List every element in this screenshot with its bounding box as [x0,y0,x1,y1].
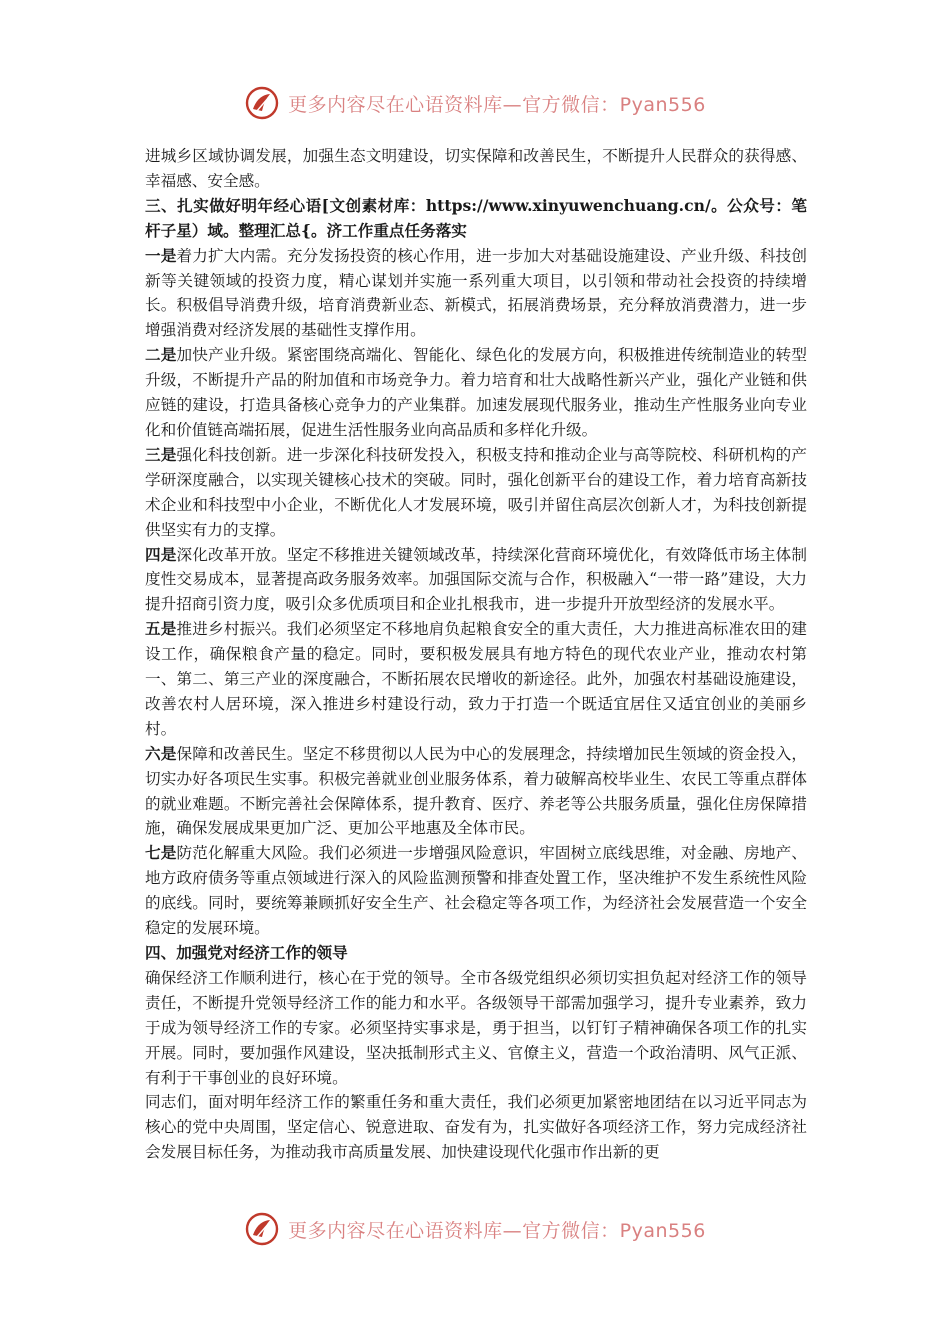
paragraph [145,742,807,842]
heading-text: 三、扎实做好明年经心语[文创素材库：https://www.xinyuwenchuang.cn/。公众号：笔杆子星）域。整理汇总{。济工作重点任务落实 [145,195,807,240]
section-heading [145,194,807,244]
paragraph-text: 强化科技创新。进一步深化科技研发投入，积极支持和推动企业与高等院校、科研机构的产学研深度融合，以实现关键核心技术的突破。同时，强化创新平台的建设工作，着力培育高新技术企业和科技型中小企业，不断优化人才发展环境，吸引并留住高层次创新人才，为科技创新提供坚实有力的支撑。 [145,445,807,539]
header-banner [0,83,950,123]
paragraph [145,443,807,543]
paragraph [145,144,807,194]
section-heading [145,941,807,966]
paragraph-lead: 一是 [145,245,177,265]
paragraph [145,244,807,344]
banner-text: 更多内容尽在心语资料库—官方微信：Pyan556 [288,93,706,116]
paragraph-text: 确保经济工作顺利进行，核心在于党的领导。全市各级党组织必须切实担负起对经济工作的领导责任，不断提升党领导经济工作的能力和水平。各级领导干部需加强学习，提升专业素养，致力于成为领导经济工作的专家。必须坚持实事求是，勇于担当，以钉钉子精神确保各项工作的扎实开展。同时，要加强作风建设，坚决抵制形式主义、官僚主义，营造一个政治清明、风气正派、有利于干事创业的良好环境。 [145,968,807,1087]
banner-text: 更多内容尽在心语资料库—官方微信：Pyan556 [288,1219,706,1242]
paragraph [145,966,807,1091]
paragraph [145,841,807,941]
paragraph-text: 推进乡村振兴。我们必须坚定不移地肩负起粮食安全的重大责任，大力推进高标准农田的建设工作，确保粮食产量的稳定。同时，要积极发展具有地方特色的现代农业产业，推动农村第一、第二、第三产业的深度融合，不断拓展农民增收的新途径。此外，加强农村基础设施建设，改善农村人居环境，深入推进乡村建设行动，致力于打造一个既适宜居住又适宜创业的美丽乡村。 [145,620,807,738]
paragraph-text: 加快产业升级。紧密围绕高端化、智能化、绿色化的发展方向，积极推进传统制造业的转型升级，不断提升产品的附加值和市场竞争力。着力培育和壮大战略性新兴产业，强化产业链和供应链的建设，打造具备核心竞争力的产业集群。加速发展现代服务业，推动生产性服务业向专业化和价值链高端拓展，促进生活性服务业向高品质和多样化升级。 [145,346,807,439]
paragraph-lead: 五是 [145,619,177,639]
paragraph [145,543,807,618]
paragraph-text: 深化改革开放。坚定不移推进关键领域改革，持续深化营商环境优化，有效降低市场主体制度性交易成本，显著提高政务服务效率。加强国际交流与合作，积极融入“一带一路”建设，大力提升招商引资力度，吸引众多优质项目和企业扎根我市，进一步提升开放型经济的发展水平。 [145,545,807,614]
paragraph-lead: 七是 [145,843,177,863]
paragraph-text: 防范化解重大风险。我们必须进一步增强风险意识，牢固树立底线思维，对金融、房地产、地方政府债务等重点领域进行深入的风险监测预警和排查处置工作，坚决维护不发生系统性风险的底线。同时，要统筹兼顾抓好安全生产、社会稳定等各项工作，为经济社会发展营造一个安全稳定的发展环境。 [145,844,807,938]
paragraph [145,617,807,742]
paragraph-lead: 三是 [145,444,177,464]
paragraph-text: 保障和改善民生。坚定不移贯彻以人民为中心的发展理念，持续增加民生领域的资金投入，切实办好各项民生实事。积极完善就业创业服务体系，着力破解高校毕业生、农民工等重点群体的就业难题。不断完善社会保障体系，提升教育、医疗、养老等公共服务质量，强化住房保障措施，确保发展成果更加广泛、更加公平地惠及全体市民。 [145,744,807,838]
paragraph [145,1090,807,1165]
logo-icon [244,1211,280,1247]
paragraph-text: 着力扩大内需。充分发扬投资的核心作用，进一步加大对基础设施建设、产业升级、科技创新等关键领域的投资力度，精心谋划并实施一系列重大项目，以引领和带动社会投资的持续增长。积极倡导消费升级，培育消费新业态、新模式，拓展消费场景，充分释放消费潜力，进一步增强消费对经济发展的基础性支撑作用。 [145,246,807,340]
logo-icon [244,85,280,121]
paragraph-text: 同志们，面对明年经济工作的繁重任务和重大责任，我们必须更加紧密地团结在以习近平同志为核心的党中央周围，坚定信心、锐意进取、奋发有为，扎实做好各项经济工作，努力完成经济社会发展目标任务，为推动我市高质量发展、加快建设现代化强市作出新的更 [145,1093,807,1162]
paragraph-lead: 六是 [145,743,177,763]
paragraph-lead: 二是 [145,345,177,365]
document-body [145,144,807,1165]
footer-banner [0,1209,950,1249]
paragraph-lead: 四是 [145,544,177,564]
paragraph-text: 进城乡区域协调发展，加强生态文明建设，切实保障和改善民生，不断提升人民群众的获得感、幸福感、安全感。 [145,147,807,190]
heading-text: 四、加强党对经济工作的领导 [145,943,348,962]
paragraph [145,343,807,443]
